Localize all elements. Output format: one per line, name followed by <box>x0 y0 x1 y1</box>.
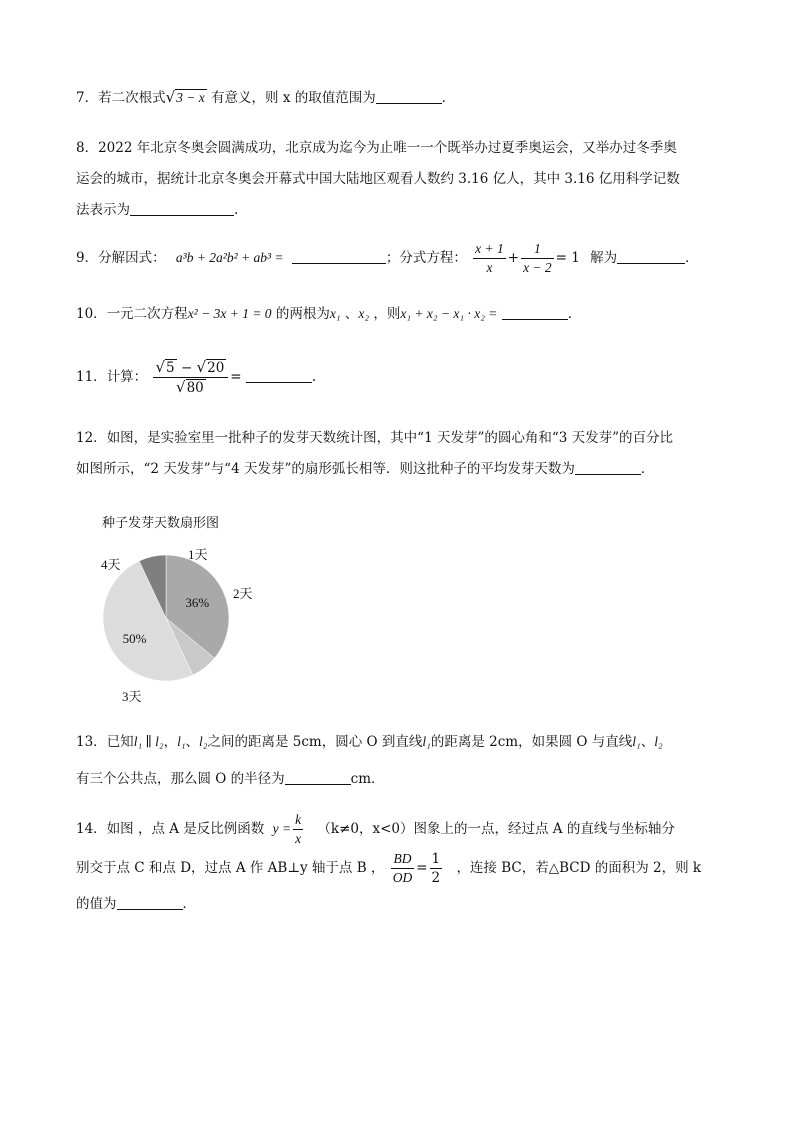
question-number: 14． <box>76 821 107 837</box>
fraction: $\frac{1}{x - 2}$ <box>523 241 552 275</box>
question-8-line-2 <box>76 170 680 188</box>
math-expression: l₁ <box>177 734 186 749</box>
math-expression: x² − 3x + 1 = 0 <box>187 306 272 321</box>
question-text: 有三个公共点，那么圆 O 的半径为 <box>76 771 285 787</box>
math-expression: l₁ <box>632 734 641 749</box>
punctuation: ． <box>685 250 699 266</box>
radical-sign: √ <box>165 88 176 106</box>
pie-value-label: 36% <box>185 595 210 611</box>
question-text: 有意义，则 x 的取值范围为 <box>211 90 376 106</box>
question-number: 12． <box>76 430 107 446</box>
fraction: $\frac{k}{x}$ <box>295 812 302 846</box>
equals: = <box>230 369 242 385</box>
punctuation: ． <box>441 90 456 106</box>
question-14-line-3 <box>76 895 196 913</box>
question-text: ，连接 BC，若△BCD 的面积为 2，则 k <box>456 860 702 876</box>
math-expression: y = <box>272 821 292 836</box>
fraction: $\frac{√5 - √20}{√80}$ <box>153 359 228 396</box>
question-text: 的两根为 <box>275 306 330 322</box>
question-text: 的距离是 2cm，如果圆 O 与直线 <box>430 734 633 750</box>
radicand: 3 − x <box>176 90 205 105</box>
answer-blank[interactable] <box>292 249 386 264</box>
question-text: 如图，是实验室里一批种子的发芽天数统计图，其中“1 天发芽”的圆心角和“3 天发芽”的百分比 <box>106 430 674 446</box>
question-text: 如图 ，点 A 是反比例函数 <box>106 821 265 837</box>
question-text: 若二次根式 <box>98 90 166 106</box>
pie-chart <box>92 530 322 720</box>
math-expression: a³b + 2a²b² + ab³ = <box>175 250 284 265</box>
question-text: 之间的距离是 5cm，圆心 O 到直线 <box>207 734 423 750</box>
answer-blank[interactable] <box>617 249 685 264</box>
question-text: 计算： <box>106 369 148 385</box>
question-number: 11． <box>76 369 107 385</box>
question-12 <box>76 429 673 447</box>
question-number: 8． <box>76 140 99 156</box>
question-text: 一元二次方程 <box>106 306 188 322</box>
question-text: 法表示为 <box>76 202 130 218</box>
answer-blank[interactable] <box>117 895 183 910</box>
punctuation: ． <box>640 461 655 477</box>
math-expression: x₁ <box>329 306 341 321</box>
punctuation: 、 <box>640 734 655 750</box>
question-number: 10． <box>76 306 107 322</box>
question-text: ；分式方程： <box>385 250 467 266</box>
question-14 <box>76 812 675 847</box>
question-number: 9． <box>76 250 99 266</box>
question-text: 的值为 <box>76 896 117 912</box>
pie-category-label: 2天 <box>233 586 253 601</box>
question-8-line-3 <box>76 201 238 219</box>
pie-category-label: 4天 <box>101 557 121 572</box>
question-text: ，则 <box>373 306 401 322</box>
answer-blank[interactable] <box>285 770 351 785</box>
fraction: $\frac{BD}{OD}$ <box>392 851 413 885</box>
answer-blank[interactable] <box>246 368 312 383</box>
answer-blank[interactable] <box>502 305 568 320</box>
math-expression: x₁ + x₂ − x₁ · x₂ = <box>400 306 498 321</box>
question-number: 13． <box>76 734 107 750</box>
question-8 <box>76 139 677 157</box>
equals: = 1 <box>555 250 580 266</box>
fraction: $\frac{1}{2}$ <box>431 851 441 886</box>
answer-blank[interactable] <box>575 460 641 475</box>
question-12-line-2 <box>76 460 654 478</box>
question-text: 运会的城市，据统计北京冬奥会开幕式中国大陆地区观看人数约 3.16 亿人，其中 3.16 亿用科学记数 <box>76 171 680 187</box>
question-text: 别交于点 C 和点 D，过点 A 作 AB⊥y 轴于点 B ， <box>76 860 385 876</box>
answer-blank[interactable] <box>130 201 234 216</box>
pie-category-label: 3天 <box>122 689 142 704</box>
question-9 <box>76 241 699 276</box>
punctuation: 、 <box>185 734 200 750</box>
answer-blank[interactable] <box>376 89 442 104</box>
punctuation: ， <box>163 734 178 750</box>
pie-value-label: 50% <box>122 630 147 646</box>
fraction: $\frac{x + 1}{x}$ <box>475 241 504 275</box>
question-14-line-2 <box>76 848 701 888</box>
question-13 <box>76 733 663 751</box>
question-13-line-2 <box>76 770 385 788</box>
question-text: （k≠0，x<0）图象上的一点，经过点 A 的直线与坐标轴分 <box>317 821 675 837</box>
math-expression: x₂ <box>358 306 370 321</box>
question-text: 如图所示，“2 天发芽”与“4 天发芽”的扇形弧长相等．则这批种子的平均发芽天数为 <box>76 461 575 477</box>
math-expression: l₂ <box>654 734 663 749</box>
pie-category-label: 1天 <box>188 547 208 562</box>
question-text: 分解因式： <box>98 250 166 266</box>
operator: + <box>507 250 520 266</box>
question-11 <box>76 357 316 397</box>
math-expression: l₂ <box>199 734 208 749</box>
math-expression: l₁ ∥ l₂ <box>133 734 164 749</box>
math-expression: l₁ <box>422 734 431 749</box>
punctuation: ． <box>567 306 582 322</box>
question-10 <box>76 305 581 323</box>
question-text: 2022 年北京冬奥会圆满成功，北京成为迄今为止唯一一个既举办过夏季奥运会，又举办过冬季奥 <box>98 140 677 156</box>
question-number: 7． <box>76 90 99 106</box>
punctuation: . <box>311 369 317 385</box>
punctuation: 、 <box>344 306 359 322</box>
chart-title: 种子发芽天数扇形图 <box>102 516 220 531</box>
punctuation: ． <box>182 896 196 912</box>
question-text: 已知 <box>106 734 134 750</box>
unit: cm． <box>350 771 385 787</box>
question-7 <box>76 88 455 107</box>
question-text: 解为 <box>590 250 618 266</box>
equals: = <box>416 860 428 876</box>
punctuation: . <box>234 202 239 218</box>
